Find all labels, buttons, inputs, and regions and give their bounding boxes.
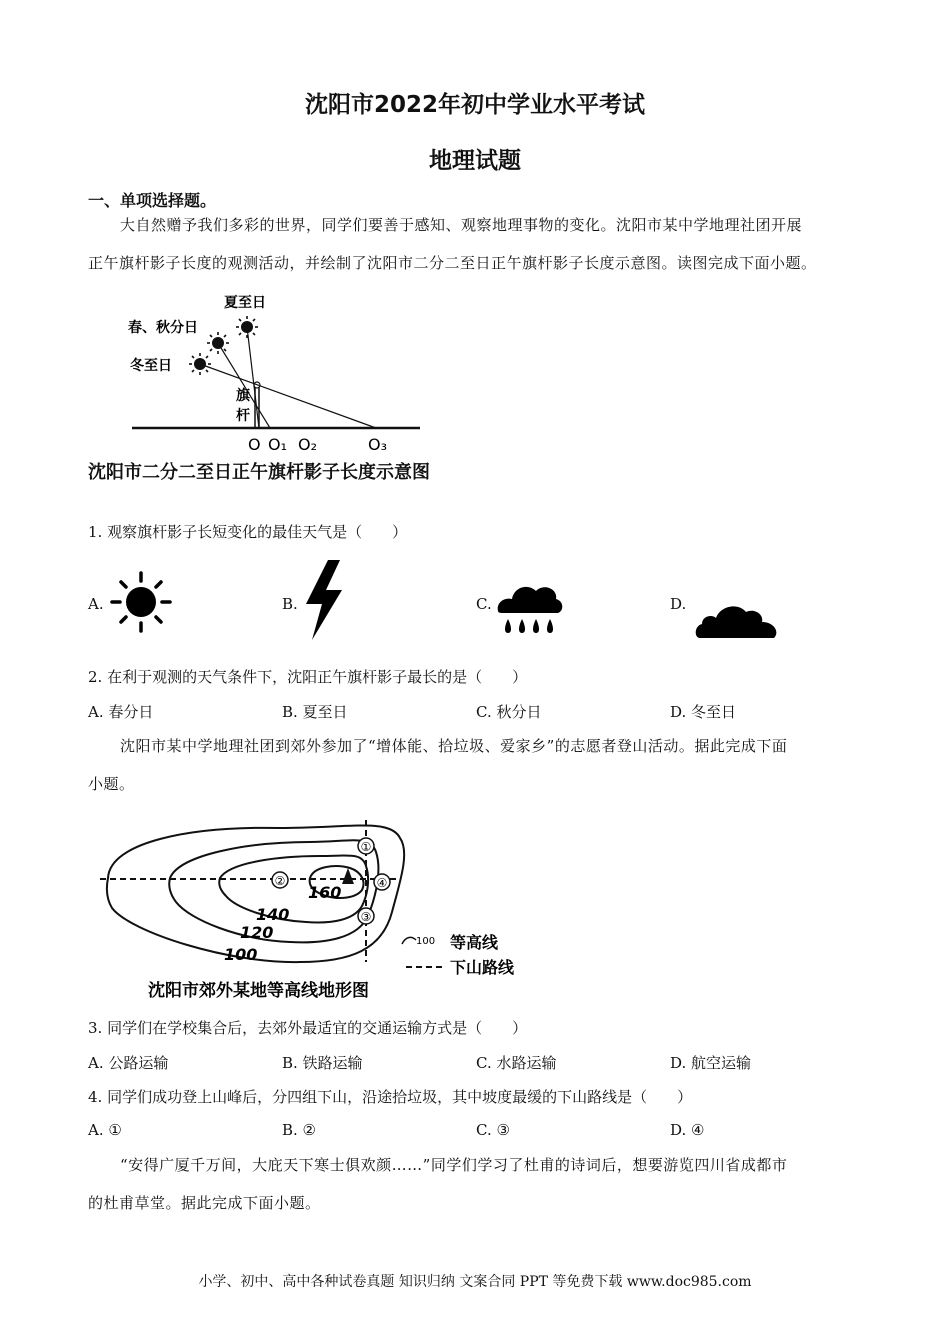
q2-option-b[interactable]: B. 夏至日 [282,703,348,721]
legend-contour-label: 等高线 [450,933,499,952]
q4-option-a[interactable]: A. ① [88,1121,122,1139]
route-2-label: ② [274,874,286,888]
intro-paragraph-1 [88,206,878,282]
legend-contour-swatch [402,937,416,944]
rain-cloud-icon [494,575,566,641]
sun-icon [108,570,174,634]
q3-option-a[interactable]: A. 公路运输 [88,1054,169,1072]
equinox-label: 春、秋分日 [128,320,198,336]
intro-3-line-1: “安得广厦千万间，大庇天下寒士俱欢颜……”同学们学习了杜甫的诗词后，想要游览四川省成都市 [120,1156,788,1174]
q3-option-d[interactable]: D. 航空运输 [670,1054,752,1072]
intro-paragraph-3 [88,1146,878,1222]
question-3-stem: 3. 同学们在学校集合后，去郊外最适宜的交通运输方式是（ ） [88,1019,528,1037]
q4-option-d[interactable]: D. ④ [670,1121,705,1139]
intro-1-line-1: 大自然赠予我们多彩的世界，同学们要善于感知、观察地理事物的变化。沈阳市某中学地理社团开展 [120,216,803,234]
q1-option-a-label[interactable]: A. [88,595,104,613]
winter-sun-icon [189,353,211,375]
intro-paragraph-2 [88,727,878,803]
page-footer: 小学、初中、高中各种试卷真题 知识归纳 文案合同 PPT 等免费下载 www.doc985.com [198,1274,752,1290]
contour-140 [219,855,368,922]
legend-contour-sample: 100 [416,936,436,947]
q3-option-b[interactable]: B. 铁路运输 [282,1054,363,1072]
intro-3-line-2: 的杜甫草堂。据此完成下面小题。 [88,1194,321,1212]
peak-marker [342,868,354,884]
q2-option-c[interactable]: C. 秋分日 [476,703,542,721]
contour-map [100,812,540,1007]
intro-2-line-2: 小题。 [88,775,135,793]
q1-option-c-label[interactable]: C. [476,595,492,613]
contour-160-label: 160 [308,883,342,902]
question-4-stem: 4. 同学们成功登上山峰后，分四组下山，沿途拾垃圾，其中坡度最缓的下山路线是（ ） [88,1088,693,1106]
section-heading: 一、单项选择题。 [88,191,217,210]
legend-route-label: 下山路线 [450,958,515,977]
question-2-stem: 2. 在利于观测的天气条件下，沈阳正午旗杆影子最长的是（ ） [88,668,528,686]
route-4-label: ④ [376,876,388,890]
lightning-icon [298,558,350,642]
summer-label: 夏至日 [224,295,266,311]
point-o-label: O [248,435,261,454]
q1-option-b-label[interactable]: B. [282,595,298,613]
cloud-icon [694,598,782,644]
pole-label-1: 旗 [236,388,250,404]
route-3-label: ③ [360,910,372,924]
q4-option-b[interactable]: B. ② [282,1121,317,1139]
q3-option-c[interactable]: C. 水路运输 [476,1054,557,1072]
figure-1-caption: 沈阳市二分二至日正午旗杆影子长度示意图 [88,462,430,483]
intro-2-line-1: 沈阳市某中学地理社团到郊外参加了“增体能、拾垃圾、爱家乡”的志愿者登山活动。据此完成下面 [120,737,788,755]
summer-sun-icon [236,316,258,338]
contour-120-label: 120 [240,923,274,942]
contour-140-label: 140 [256,905,290,924]
q2-option-a[interactable]: A. 春分日 [88,703,154,721]
winter-label: 冬至日 [130,358,172,374]
winter-ray [200,364,376,428]
route-1-label: ① [360,840,372,854]
point-o1-label: O₁ [268,435,288,454]
equinox-sun-icon [207,332,229,354]
intro-1-line-2: 正午旗杆影子长度的观测活动，并绘制了沈阳市二分二至日正午旗杆影子长度示意图。读图完成下面小题。 [88,254,817,272]
exam-subtitle: 地理试题 [429,148,521,174]
pole-label-2: 杆 [236,408,250,424]
exam-title: 沈阳市2022年初中学业水平考试 [304,92,645,118]
question-1-stem: 1. 观察旗杆影子长短变化的最佳天气是（ ） [88,523,408,541]
figure-2-caption: 沈阳市郊外某地等高线地形图 [148,981,369,1001]
point-o2-label: O₂ [298,435,318,454]
q1-option-d-label[interactable]: D. [670,595,687,613]
contour-100-label: 100 [224,945,258,964]
q4-option-c[interactable]: C. ③ [476,1121,510,1139]
point-o3-label: O₃ [368,435,388,454]
q2-option-d[interactable]: D. 冬至日 [670,703,737,721]
shadow-diagram [120,290,440,460]
